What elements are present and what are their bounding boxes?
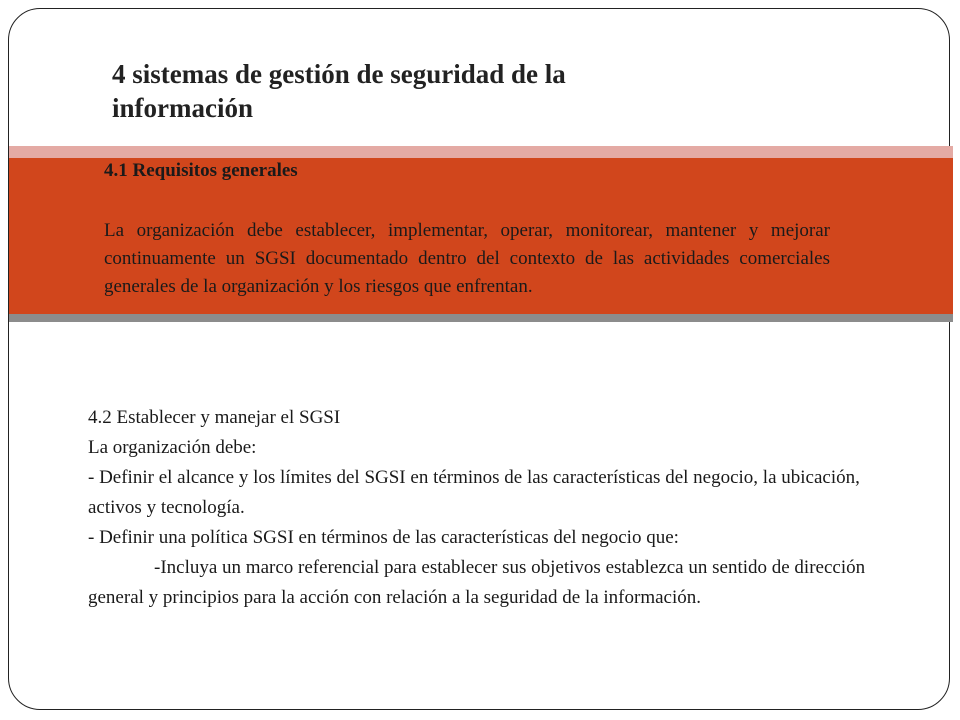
section2-heading: 4.2 Establecer y manejar el SGSI [88, 407, 341, 428]
slide-title: 4 sistemas de gestión de seguridad de la información [112, 59, 566, 123]
decorative-band-gray [9, 314, 953, 322]
decorative-band-pink [9, 146, 953, 158]
requirements-heading: 4.1 Requisitos generales [104, 160, 298, 181]
section2-item-scope: - Definir el alcance y los límites del SGSI en términos de las características del negocio, la ubicación, activos y tecnología. [88, 467, 860, 518]
section-establish-sgsi [88, 403, 888, 613]
section2-item-policy: - Definir una política SGSI en términos de las características del negocio que: [88, 527, 679, 548]
section2-intro: La organización debe: [88, 437, 257, 458]
requirements-body: La organización debe establecer, implementar, operar, monitorear, mantener y mejorar continuamente un SGSI documentado dentro del contexto de las actividades comerciales generales de la organización y los riesgos que enfrentan. [104, 220, 830, 297]
section2-subitem-framework: -Incluya un marco referencial para establecer sus objetivos establezca un sentido de dirección general y principios para la acción con relación a la seguridad de la información. [88, 557, 866, 608]
